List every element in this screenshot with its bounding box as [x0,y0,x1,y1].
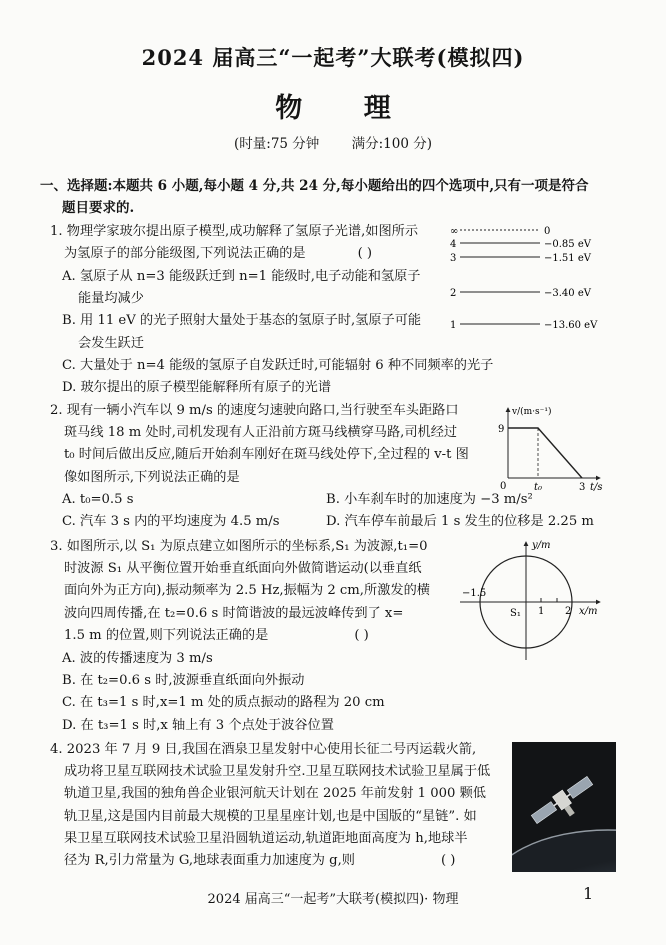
question-4-stem [50,739,490,872]
q3-line-3: 面向外为正方向),振动频率为 2.5 Hz,振幅为 2 cm,所激发的横 [64,583,430,599]
wave-1-label: 1 [538,606,545,617]
q3-option-d: D. 在 t₃=1 s 时,x 轴上有 3 个点处于波谷位置 [62,717,334,733]
q1-option-c: C. 大量处于 n=4 能级的氢原子自发跃迁时,可能辐射 6 种不同频率的光子 [62,357,494,373]
energy-level-value: −0.85 eV [544,239,591,250]
q3-answer-paren: ( ) [354,627,369,643]
q1-answer-paren: ( ) [357,246,373,262]
wave-neg-label: −1.5 [462,588,487,599]
wave-2-label: 2 [565,606,572,617]
q4-line-1: 4. 2023 年 7 月 9 日,我国在酒泉卫星发射中心使用长征二号丙运载火箭, [50,742,477,757]
energy-level-n: 2 [450,288,457,299]
satellite-photo [512,742,616,872]
q3-options [62,648,385,737]
vt-xlabel: t/s [590,482,603,492]
q4-line-4: 轨卫星,这是国内目前最大规模的卫星星座计划,也是中国版的“星链”. 如 [64,808,477,824]
q4-line-2: 成功将卫星互联网技术试验卫星发射升空.卫星互联网技术试验卫星属于低 [64,764,491,780]
time-limit: (时量:75 分钟 [234,136,320,152]
energy-level-diagram [446,222,616,334]
section-line-1: 一、选择题:本题共 6 小题,每小题 4 分,共 24 分,每小题给出的四个选项中,只有一项是符合 [40,178,589,194]
q4-line-3: 轨道卫星,我国的独角兽企业银河航天计划在 2025 年前发射 1 000 颗低 [64,786,486,802]
energy-level-value: 0 [544,226,551,237]
q2-option-d: D. 汽车停车前最后 1 s 发生的位移是 2.25 m [326,514,594,529]
q1-option-a: A. 氢原子从 n=3 能级跃迁到 n=1 能级时,电子动能和氢原子 [62,269,421,284]
q3-option-a: A. 波的传播速度为 3 m/s [62,651,213,666]
q1-line-1: 1. 物理学家玻尔提出原子模型,成功解释了氢原子光谱,如图所示 [50,224,419,239]
q3-option-b: B. 在 t₂=0.6 s 时,波源垂直纸面向外振动 [62,673,305,689]
q4-line-6 [50,850,490,872]
page-number: 1 [583,884,594,903]
q4-line-6-text: 径为 R,引力常量为 G,地球表面重力加速度为 g,则 [64,853,355,869]
q1-line-2 [50,243,418,265]
q4-line-5: 果卫星互联网技术试验卫星沿圆轨道运动,轨道距地面高度为 h,地球半 [64,830,468,846]
q1-option-d: D. 玻尔提出的原子模型能解释所有原子的光谱 [62,380,332,396]
section-heading [40,175,620,219]
q2-option-c: C. 汽车 3 s 内的平均速度为 4.5 m/s [62,514,280,529]
q3-line-5 [50,625,430,647]
q3-option-c: C. 在 t₃=1 s 时,x=1 m 处的质点振动的路程为 20 cm [62,695,385,711]
v-t-graph [484,402,614,492]
full-score: 满分:100 分) [351,136,432,152]
wave-circle-graph [452,536,612,664]
energy-level-n: 1 [450,320,457,331]
energy-level-n: ∞ [450,226,459,237]
exam-meta [0,132,666,152]
q3-line-4: 波向四周传播,在 t₂=0.6 s 时简谐波的最远波峰传到了 x= [64,605,404,621]
q4-answer-paren: ( ) [440,853,456,869]
q2-option-a: A. t₀=0.5 s [62,492,134,507]
q1-option-a-cont: 能量均减少 [78,291,144,307]
section-line-2: 题目要求的. [62,200,135,216]
q2-line-2: 斑马线 18 m 处时,司机发现有人正沿前方斑马线横穿马路,司机经过 [64,425,458,441]
question-2-stem [50,400,469,489]
question-3-stem [50,536,430,647]
vt-ylabel: v/(m·s⁻¹) [512,407,552,417]
q2-line-3: t₀ 时间后做出反应,随后开始刹车刚好在斑马线处停下,全过程的 v-t 图 [64,447,469,463]
energy-level-n: 3 [450,253,457,264]
subject-title: 物 理 [275,93,417,124]
vt-line [508,428,582,478]
vt-origin: 0 [500,481,507,492]
energy-level-n: 4 [450,239,457,250]
question-1-stem [50,221,418,265]
vt-y9: 9 [498,424,505,435]
q1-line-2-text: 为氢原子的部分能级图,下列说法正确的是 [64,246,306,262]
exam-title: 2024 届高三“一起考”大联考(模拟四) [141,45,525,70]
vt-t0: t₀ [534,482,543,492]
energy-level-value: −3.40 eV [544,288,591,299]
q1-option-b: B. 用 11 eV 的光子照射大量处于基态的氢原子时,氢原子可能 [62,313,422,329]
page-footer: 2024 届高三“一起考”大联考(模拟四)· 物理 [207,892,459,907]
q2-line-1: 2. 现有一辆小汽车以 9 m/s 的速度匀速驶向路口,当行驶至车头距路口 [50,403,459,418]
energy-level-value: −13.60 eV [544,320,598,331]
q3-line-1: 3. 如图所示,以 S₁ 为原点建立如图所示的坐标系,S₁ 为波源,t₁=0 [50,539,428,554]
wave-s1-label: S₁ [510,608,521,619]
vt-t3: 3 [579,482,586,492]
q3-line-5-text: 1.5 m 的位置,则下列说法正确的是 [64,627,269,643]
energy-level-value: −1.51 eV [544,253,591,264]
q3-line-2: 时波源 S₁ 从平衡位置开始垂直纸面向外做简谐运动(以垂直纸 [64,561,422,577]
wave-xlabel: x/m [579,606,598,617]
q2-option-b: B. 小车刹车时的加速度为 −3 m/s² [326,492,533,507]
q2-line-4: 像如图所示,下列说法正确的是 [64,469,240,485]
wave-ylabel: y/m [532,540,551,551]
q1-option-b-cont: 会发生跃迁 [78,335,144,351]
q1-options [62,266,493,399]
